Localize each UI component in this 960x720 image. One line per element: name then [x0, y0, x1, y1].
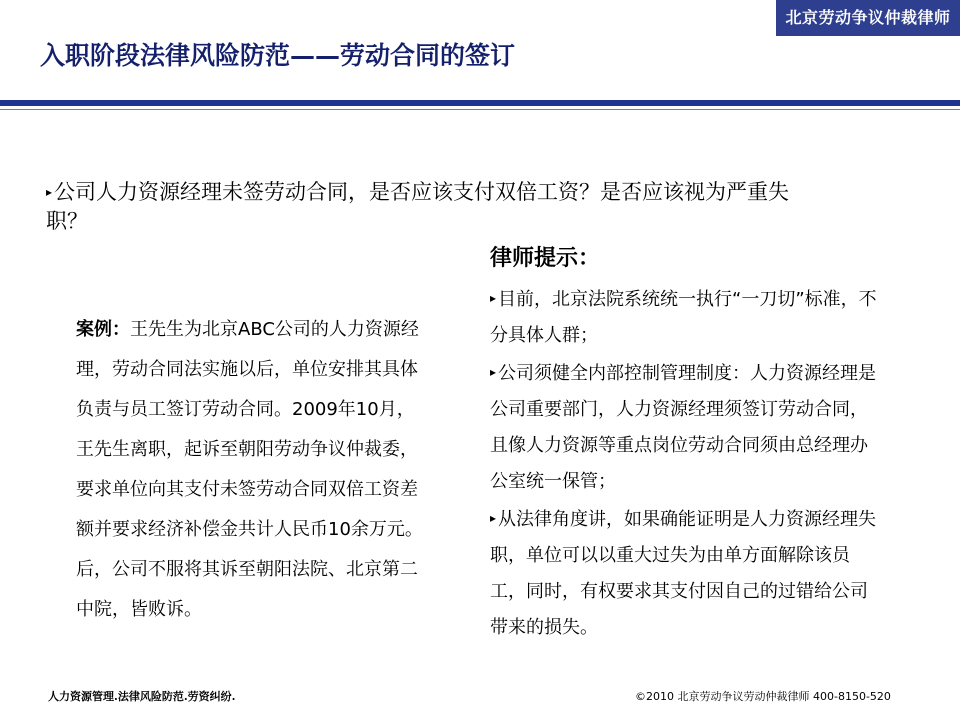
tip-item — [490, 280, 880, 354]
tips-heading: 律师提示： — [490, 246, 601, 271]
footer-tagline: 人力资源管理.法律风险防范.劳资纠纷. — [48, 690, 236, 703]
case-text: 王先生为北京ABC公司的人力资源经理，劳动合同法实施以后，单位安排其具体负责与员工签订劳动合同。2009年10月，王先生离职，起诉至朝阳劳动争议仲裁委，要求单位向其支付未签劳动合同双倍工资差额并要求经济补偿金共计人民币10余万元。 — [76, 319, 423, 540]
page-title: 入职阶段法律风险防范——劳动合同的签订 — [40, 41, 516, 70]
case-label: 案例： — [76, 319, 130, 340]
footer-copyright: ©2010 北京劳动争议劳动仲裁律师 400-8150-520 — [635, 690, 891, 703]
tip-text: 从法律角度讲，如果确能证明是人力资源经理失职，单位可以以重大过失为由单方面解除该员工，同时，有权要求其支付因自己的过错给公司带来的损失。 — [490, 509, 877, 638]
case-paragraph — [76, 310, 432, 550]
tip-item — [490, 354, 880, 500]
tips-list — [490, 280, 880, 646]
bullet-arrow-icon: ▸ — [490, 365, 497, 379]
bullet-arrow-icon: ▸ — [490, 291, 497, 305]
header-divider — [0, 100, 960, 106]
case-block — [76, 310, 432, 630]
brand-banner: 北京劳动争议仲裁律师 — [776, 0, 960, 36]
bullet-arrow-icon: ▸ — [46, 185, 53, 199]
case-result: 后，公司不服将其诉至朝阳法院、北京第二中院，皆败诉。 — [76, 559, 418, 620]
tip-text: 公司须健全内部控制管理制度：人力资源经理是公司重要部门，人力资源经理须签订劳动合同，且像人力资源等重点岗位劳动合同须由总经理办公室统一保管； — [490, 363, 877, 492]
tip-text: 目前，北京法院系统统一执行“一刀切”标准，不分具体人群； — [490, 289, 877, 346]
tip-item — [490, 500, 880, 646]
question-body: 公司人力资源经理未签劳动合同，是否应该支付双倍工资？是否应该视为严重失职？ — [46, 180, 790, 233]
bullet-arrow-icon: ▸ — [490, 511, 497, 525]
question-text — [46, 178, 816, 236]
header-divider-thin — [0, 109, 960, 110]
